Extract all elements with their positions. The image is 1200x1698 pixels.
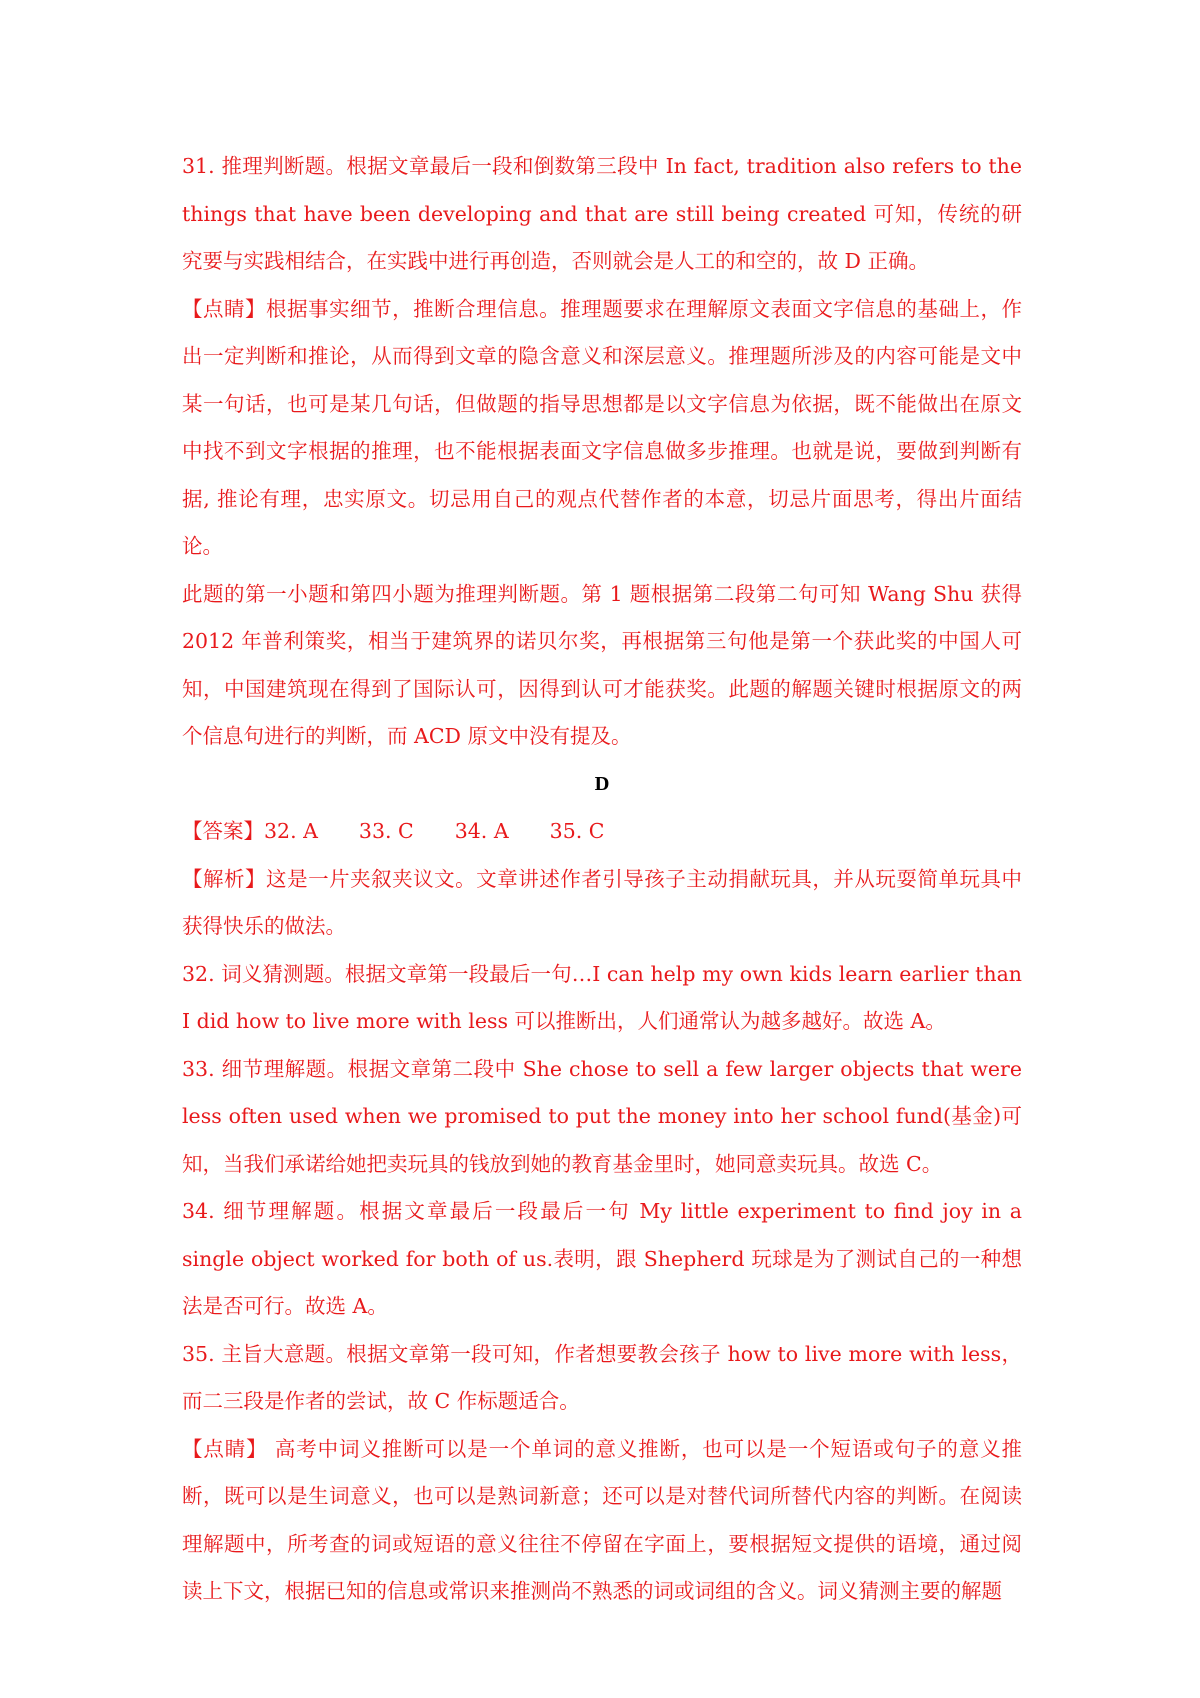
document-body: [182, 143, 1022, 1616]
paragraph-inference-summary: 此题的第一小题和第四小题为推理判断题。第 1 题根据第二段第二句可知 Wang Shu 获得 2012 年普利策奖，相当于建筑界的诺贝尔奖，再根据第三句他是第一个获此奖的中国人可知，中国建筑现在得到了国际认可，因得到认可才能获奖。此题的解题关键时根据原文的两个信息句进行的判断，而 ACD 原文中没有提及。: [182, 581, 1022, 748]
paragraph-q34-analysis: 34. 细节理解题。根据文章最后一段最后一句 My little experiment to find joy in a single object worked for both of us.表明，跟 Shepherd 玩球是为了测试自己的一种想法是否可行。故选 A。: [182, 1199, 1022, 1318]
paragraph-analysis-intro: 【解析】这是一片夹叙夹议文。文章讲述作者引导孩子主动捐献玩具，并从玩耍简单玩具中获得快乐的做法。: [182, 866, 1022, 938]
paragraph-q31-tip: 【点睛】根据事实细节，推断合理信息。推理题要求在理解原文表面文字信息的基础上，作出一定判断和推论，从而得到文章的隐含意义和深层意义。推理题所涉及的内容可能是文中某一句话，也可是某几句话，但做题的指导思想都是以文字信息为依据，既不能做出在原文中找不到文字根据的推理，也不能根据表面文字信息做多步推理。也就是说，要做到判断有据, 推论有理，忠实原文。切忌用自己的观点代替作者的本意，切忌片面思考，得出片面结论。: [182, 296, 1022, 558]
paragraph-q33-analysis: 33. 细节理解题。根据文章第二段中 She chose to sell a few larger objects that were less often used when we promised to put the money into her school fund(基金)可知，当我们承诺给她把卖玩具的钱放到她的教育基金里时，她同意卖玩具。故选 C。: [182, 1056, 1022, 1176]
paragraph-vocab-tip: 【点睛】 高考中词义推断可以是一个单词的意义推断，也可以是一个短语或句子的意义推断，既可以是生词意义，也可以是熟词新意；还可以是对替代词所替代内容的判断。在阅读理解题中，所考查的词或短语的意义往往不停留在字面上，要根据短文提供的语境，通过阅读上下文，根据已知的信息或常识来推测尚不熟悉的词或词组的含义。词义猜测主要的解题: [182, 1436, 1022, 1603]
paragraph-q31-analysis: 31. 推理判断题。根据文章最后一段和倒数第三段中 In fact, tradition also refers to the things that have been developing and that are still being created 可知，传统的研究要与实践相结合，在实践中进行再创造，否则就会是人工的和空的，故 D 正确。: [182, 154, 1022, 273]
paragraph-q32-analysis: 32. 词义猜测题。根据文章第一段最后一句…I can help my own kids learn earlier than I did how to live more with less 可以推断出，人们通常认为越多越好。故选 A。: [182, 961, 1022, 1033]
paragraph-q35-analysis: 35. 主旨大意题。根据文章第一段可知，作者想要教会孩子 how to live more with less，而二三段是作者的尝试，故 C 作标题适合。: [182, 1341, 1022, 1413]
answer-line: 【答案】32. A 33. C 34. A 35. C: [182, 819, 605, 843]
section-heading: D: [594, 772, 610, 795]
